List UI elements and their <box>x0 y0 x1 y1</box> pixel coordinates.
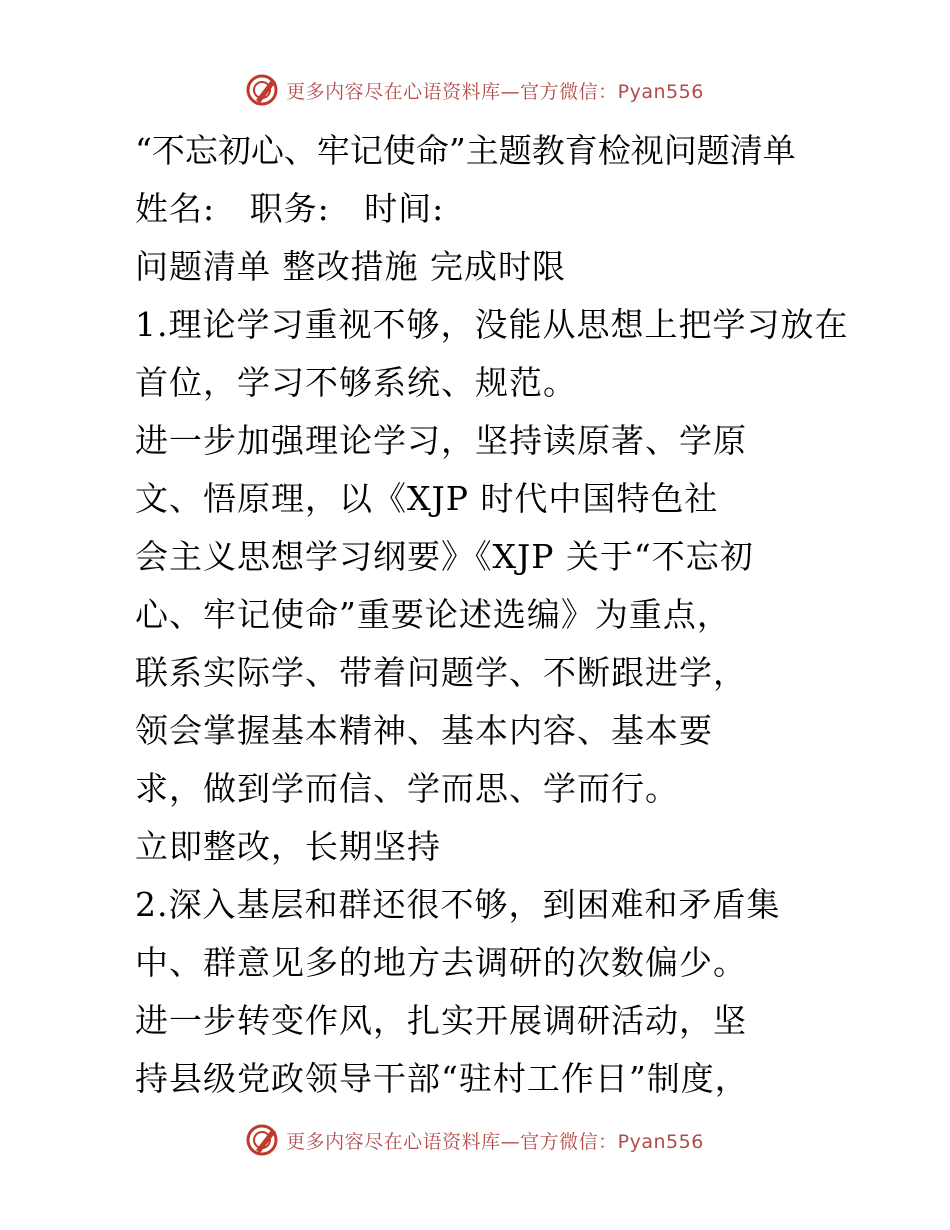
text-line: 1.理论学习重视不够，没能从思想上把学习放在 <box>135 305 849 344</box>
pen-logo-icon <box>246 1123 280 1157</box>
text-line: 心、牢记使命”重要论述选编》为重点， <box>135 595 731 634</box>
text-line: 持县级党政领导干部“驻村工作日”制度， <box>135 1059 749 1098</box>
watermark-text: 更多内容尽在心语资料库—官方微信：Pyan556 <box>286 1130 704 1153</box>
text-line: 会主义思想学习纲要》《XJP 关于“不忘初 <box>135 537 754 576</box>
text-line: 文、悟原理，以《XJP 时代中国特色社 <box>135 479 719 518</box>
text-line: 立即整改，长期坚持 <box>135 827 441 866</box>
text-line: 进一步转变作风，扎实开展调研活动，坚 <box>135 1001 747 1040</box>
text-line: 中、群意见多的地方去调研的次数偏少。 <box>135 943 747 982</box>
document-title: “不忘初心、牢记使命”主题教育检视问题清单 <box>135 131 796 170</box>
text-line: 求，做到学而信、学而思、学而行。 <box>135 769 679 808</box>
document-body <box>135 122 935 1108</box>
text-line: 首位，学习不够系统、规范。 <box>135 363 577 402</box>
text-line: 领会掌握基本精神、基本内容、基本要 <box>135 711 713 750</box>
form-fields-line: 姓名: 职务: 时间: <box>135 189 445 228</box>
text-line: 2.深入基层和群还很不够，到困难和矛盾集 <box>135 885 781 924</box>
footer-watermark-banner <box>0 1120 950 1160</box>
watermark-text: 更多内容尽在心语资料库—官方微信：Pyan556 <box>286 80 704 103</box>
pen-logo-icon <box>246 73 280 107</box>
text-line: 进一步加强理论学习，坚持读原著、学原 <box>135 421 747 460</box>
header-watermark-banner <box>0 70 950 110</box>
table-header-line: 问题清单 整改措施 完成时限 <box>135 247 566 286</box>
text-line: 联系实际学、带着问题学、不断跟进学， <box>135 653 747 692</box>
